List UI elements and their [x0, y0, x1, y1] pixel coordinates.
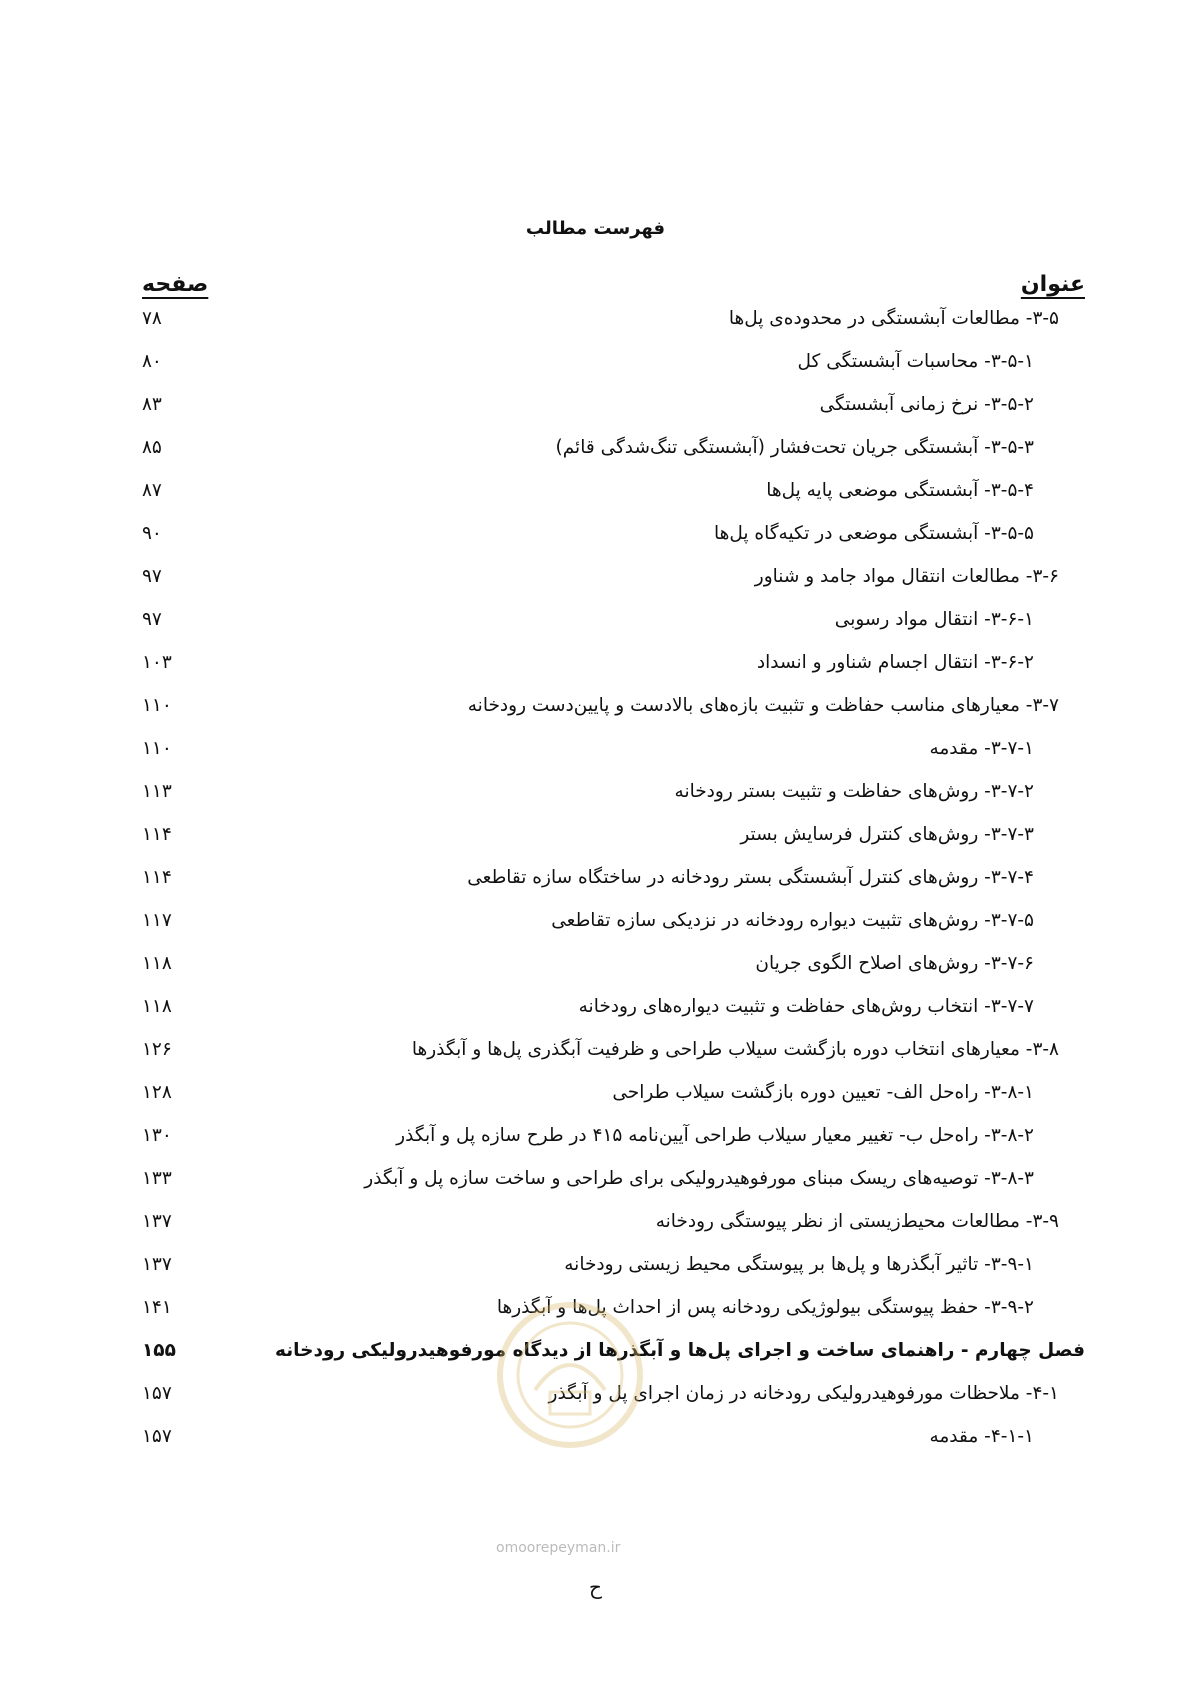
toc-entry-title: ۳-۷-۳- روش‌های کنترل فرسایش بستر: [740, 824, 1034, 845]
toc-entry-page: ۱۱۰: [142, 695, 172, 716]
toc-entry-page: ۱۳۷: [142, 1211, 172, 1232]
toc-entry-title: ۳-۵-۳- آبشستگی جریان تحت‌فشار (آبشستگی تنگ‌شدگی قائم): [555, 437, 1034, 458]
toc-entry[interactable]: [0, 1039, 1191, 1069]
toc-entry-page: ۱۰۳: [142, 652, 172, 673]
toc-entry-title: ۳-۷-۲- روش‌های حفاظت و تثبیت بستر رودخانه: [674, 781, 1034, 802]
toc-entry[interactable]: [0, 996, 1191, 1026]
toc-entry-title: فصل چهارم - راهنمای ساخت و اجرای پل‌ها و آبگذرها از دیدگاه مورفوهیدرولیکی رودخانه: [275, 1340, 1085, 1361]
toc-entry-title: ۳-۵-۴- آبشستگی موضعی پایه پل‌ها: [766, 480, 1034, 501]
column-header-topic: عنوان: [1020, 272, 1085, 297]
toc-entry-title: ۳-۸-۲- راه‌حل ب- تغییر معیار سیلاب طراحی آیین‌نامه ۴۱۵ در طرح سازه پل و آبگذر: [396, 1125, 1034, 1146]
toc-entry[interactable]: [0, 1254, 1191, 1284]
toc-entry-page: ۱۲۸: [142, 1082, 172, 1103]
toc-entry[interactable]: [0, 308, 1191, 338]
toc-entry-page: ۱۱۸: [142, 996, 172, 1017]
toc-entry-title: ۳-۷-۷- انتخاب روش‌های حفاظت و تثبیت دیواره‌های رودخانه: [578, 996, 1034, 1017]
seal-watermark-icon: [495, 1300, 645, 1450]
toc-entry-title: ۳-۵- مطالعات آبشستگی در محدوده‌ی پل‌ها: [728, 308, 1059, 329]
toc-entry[interactable]: [0, 781, 1191, 811]
toc-entry-title: ۳-۸-۱- راه‌حل الف- تعیین دوره بازگشت سیلاب طراحی: [612, 1082, 1034, 1103]
toc-entry-page: ۸۳: [142, 394, 162, 415]
toc-entry[interactable]: [0, 910, 1191, 940]
toc-entry-page: ۷۸: [142, 308, 162, 329]
toc-entry-page: ۱۱۰: [142, 738, 172, 759]
toc-entry-page: ۱۱۷: [142, 910, 172, 931]
toc-entry-title: ۳-۹-۲- حفظ پیوستگی بیولوژیکی رودخانه پس از احداث پل‌ها و آبگذرها: [496, 1297, 1034, 1318]
toc-entry[interactable]: [0, 609, 1191, 639]
toc-entry-page: ۱۴۱: [142, 1297, 172, 1318]
toc-entry-title: ۳-۷-۴- روش‌های کنترل آبشستگی بستر رودخانه در ساختگاه سازه تقاطعی: [467, 867, 1034, 888]
toc-entry[interactable]: [0, 824, 1191, 854]
toc-entry-title: ۳-۶- مطالعات انتقال مواد جامد و شناور: [754, 566, 1059, 587]
toc-entry-page: ۱۱۳: [142, 781, 172, 802]
toc-entry[interactable]: [0, 695, 1191, 725]
toc-entry-title: ۳-۷-۱- مقدمه: [929, 738, 1034, 759]
toc-entry-page: ۱۵۵: [142, 1340, 176, 1361]
toc-entry-page: ۱۳۷: [142, 1254, 172, 1275]
toc-entry-page: ۱۵۷: [142, 1383, 172, 1404]
toc-entry-title: ۳-۵-۲- نرخ زمانی آبشستگی: [819, 394, 1034, 415]
toc-entry-title: ۳-۸-۳- توصیه‌های ریسک مبنای مورفوهیدرولیکی برای طراحی و ساخت سازه پل و آبگذر: [364, 1168, 1034, 1189]
toc-entry-page: ۸۵: [142, 437, 162, 458]
toc-entry-page: ۱۱۴: [142, 824, 172, 845]
toc-entry[interactable]: [0, 738, 1191, 768]
toc-entry-title: ۳-۵-۱- محاسبات آبشستگی کل: [797, 351, 1034, 372]
toc-entry[interactable]: [0, 953, 1191, 983]
toc-entry-title: ۳-۷- معیارهای مناسب حفاظت و تثبیت بازه‌های بالادست و پایین‌دست رودخانه: [467, 695, 1059, 716]
toc-entry-page: ۸۰: [142, 351, 162, 372]
toc-entry[interactable]: [0, 480, 1191, 510]
toc-entry-title: ۳-۷-۶- روش‌های اصلاح الگوی جریان: [755, 953, 1034, 974]
toc-entry-title: ۳-۹- مطالعات محیط‌زیستی از نظر پیوستگی رودخانه: [655, 1211, 1059, 1232]
toc-entry[interactable]: [0, 523, 1191, 553]
toc-entry[interactable]: [0, 1211, 1191, 1241]
toc-entry-page: ۱۱۴: [142, 867, 172, 888]
toc-entry[interactable]: [0, 1125, 1191, 1155]
toc-entry-page: ۹۷: [142, 609, 162, 630]
toc-entry[interactable]: [0, 351, 1191, 381]
toc-entry-title: ۳-۹-۱- تاثیر آبگذرها و پل‌ها بر پیوستگی محیط زیستی رودخانه: [564, 1254, 1034, 1275]
toc-entry[interactable]: [0, 437, 1191, 467]
toc-entry-title: ۳-۵-۵- آبشستگی موضعی در تکیه‌گاه پل‌ها: [713, 523, 1034, 544]
toc-entry-page: ۱۱۸: [142, 953, 172, 974]
toc-entry-title: ۳-۸- معیارهای انتخاب دوره بازگشت سیلاب طراحی و ظرفیت آبگذری پل‌ها و آبگذرها: [411, 1039, 1059, 1060]
toc-entry[interactable]: [0, 867, 1191, 897]
page-title: فهرست مطالب: [525, 218, 666, 239]
toc-entry-page: ۱۳۳: [142, 1168, 172, 1189]
toc-entry[interactable]: [0, 652, 1191, 682]
page-number: ح: [589, 1575, 602, 1599]
toc-entry[interactable]: [0, 566, 1191, 596]
toc-entry-page: ۸۷: [142, 480, 162, 501]
toc-entry-page: ۹۰: [142, 523, 162, 544]
toc-entry-title: ۴-۱- ملاحظات مورفوهیدرولیکی رودخانه در زمان اجرای پل و آبگذر: [548, 1383, 1059, 1404]
toc-entry-title: ۳-۶-۲- انتقال اجسام شناور و انسداد: [756, 652, 1034, 673]
toc-entry-title: ۳-۶-۱- انتقال مواد رسوبی: [834, 609, 1034, 630]
column-header-page: صفحه: [142, 272, 209, 297]
toc-entry[interactable]: [0, 1168, 1191, 1198]
toc-entry[interactable]: [0, 1082, 1191, 1112]
toc-entry[interactable]: [0, 394, 1191, 424]
watermark-url: omoorepeyman.ir: [496, 1540, 621, 1556]
toc-entry-page: ۱۲۶: [142, 1039, 172, 1060]
toc-entry-page: ۱۵۷: [142, 1426, 172, 1447]
toc-entry-title: ۳-۷-۵- روش‌های تثبیت دیواره رودخانه در نزدیکی سازه تقاطعی: [551, 910, 1034, 931]
toc-entry-page: ۱۳۰: [142, 1125, 172, 1146]
toc-entry-title: ۴-۱-۱- مقدمه: [929, 1426, 1034, 1447]
toc-entry-page: ۹۷: [142, 566, 162, 587]
